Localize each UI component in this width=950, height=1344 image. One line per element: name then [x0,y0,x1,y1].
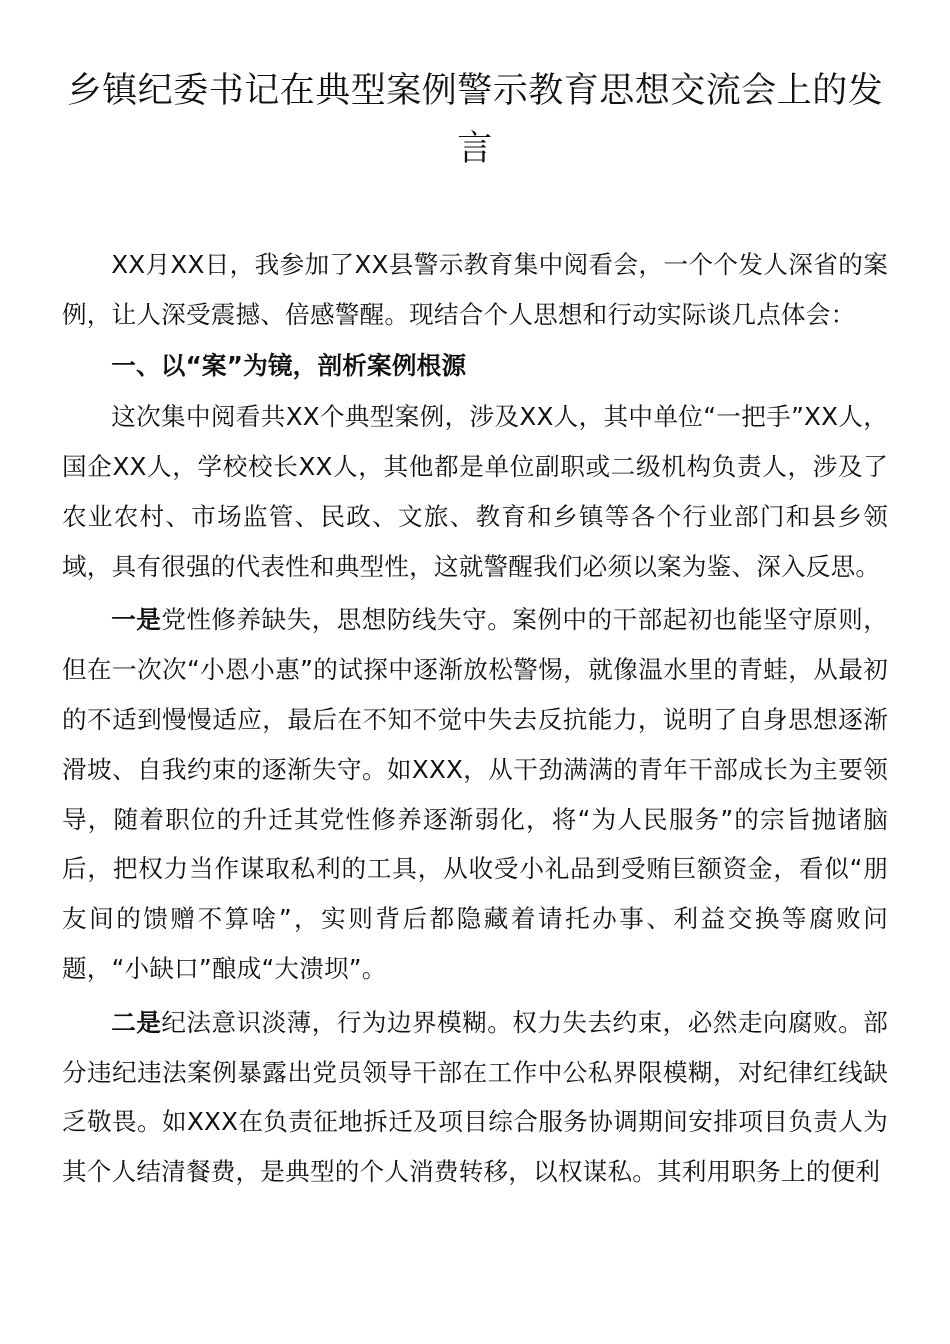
point-one-paragraph [62,595,888,993]
point-two-paragraph [62,998,888,1197]
section-1-paragraph: 这次集中阅看共XX个典型案例，涉及XX人，其中单位“一把手”XX人，国企XX人，学校校长XX人，其他都是单位副职或二级机构负责人，涉及了农业农村、市场监管、民政、文旅、教育和乡镇等各个行业部门和县乡领域，具有很强的代表性和典型性，这就警醒我们必须以案为鉴、深入反思。 [62,402,888,581]
point-one-lead: 一是 [111,605,162,635]
document-title: 乡镇纪委书记在典型案例警示教育思想交流会上的发言 [66,71,884,169]
point-two-text: 纪法意识淡薄，行为边界模糊。权力失去约束，必然走向腐败。部分违纪违法案例暴露出党员领导干部在工作中公私界限模糊，对纪律红线缺乏敬畏。如XXX在负责征地拆迁及项目综合服务协调期间安排项目负责人为其个人结清餐费，是典型的个人消费转移，以权谋私。其利用职务上的便利 [62,1007,888,1187]
document-body [62,240,888,1197]
point-one-text: 党性修养缺失，思想防线失守。案例中的干部起初也能坚守原则，但在一次次“小恩小惠”的试探中逐渐放松警惕，就像温水里的青蛙，从最初的不适到慢慢适应，最后在不知不觉中失去反抗能力，说明了自身思想逐渐滑坡、自我约束的逐渐失守。如XXX，从干劲满满的青年干部成长为主要领导，随着职位的升迁其党性修养逐渐弱化，将“为人民服务”的宗旨抛诸脑后，把权力当作谋取私利的工具，从收受小礼品到受贿巨额资金，看似“朋友间的馈赠不算啥”，实则背后都隐藏着请托办事、利益交换等腐败问题，“小缺口”酿成“大溃坝”。 [62,605,888,983]
intro-paragraph: XX月XX日，我参加了XX县警示教育集中阅看会，一个个发人深省的案例，让人深受震撼、倍感警醒。现结合个人思想和行动实际谈几点体会： [62,250,888,329]
section-heading-1: 一、以“案”为镜，剖析案例根源 [111,350,467,380]
point-two-lead: 二是 [111,1007,162,1037]
